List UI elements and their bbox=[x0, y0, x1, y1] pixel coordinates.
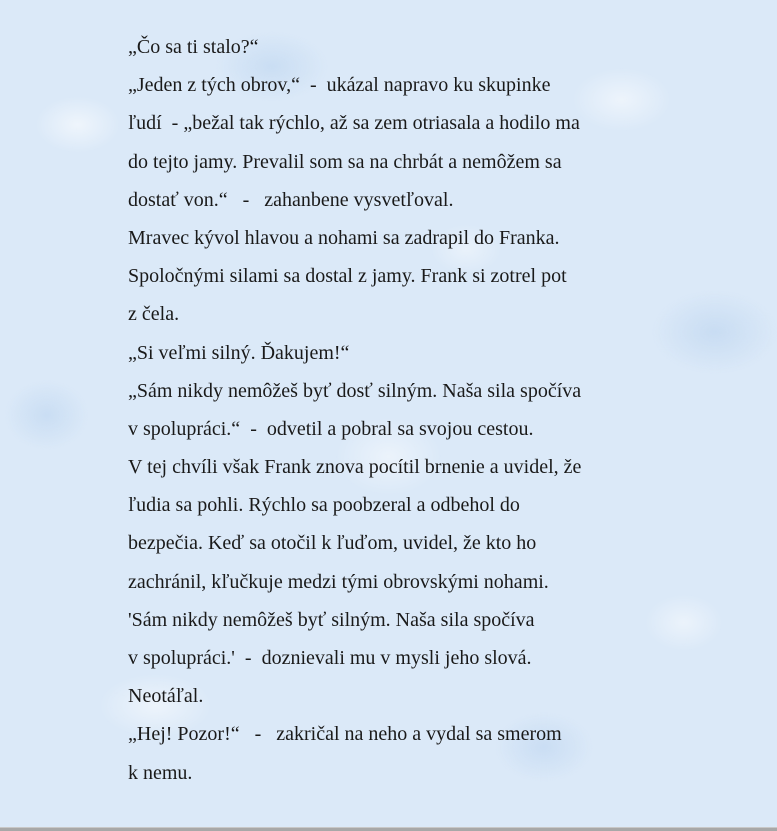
text-line: „Čo sa ti stalo?“ bbox=[128, 36, 259, 58]
text-line: Spoločnými silami sa dostal z jamy. Frank si zotrel pot bbox=[128, 265, 567, 288]
page-bottom-border bbox=[0, 827, 777, 831]
text-line: „Hej! Pozor!“ - zakričal na neho a vydal sa smerom bbox=[128, 723, 562, 746]
text-line: do tejto jamy. Prevalil som sa na chrbát a nemôžem sa bbox=[128, 150, 562, 173]
text-line: 'Sám nikdy nemôžeš byť silným. Naša sila spočíva bbox=[128, 608, 535, 631]
text-line: ľudia sa pohli. Rýchlo sa poobzeral a odbehol do bbox=[128, 494, 520, 517]
text-line: Neotáľal. bbox=[128, 685, 204, 708]
text-line: v spolupráci.“ - odvetil a pobral sa svojou cestou. bbox=[128, 417, 534, 440]
text-line: dostať von.“ - zahanbene vysvetľoval. bbox=[128, 188, 454, 211]
text-line: zachránil, kľučkuje medzi tými obrovskými nohami. bbox=[128, 570, 549, 593]
text-line: „Si veľmi silný. Ďakujem!“ bbox=[128, 341, 350, 364]
text-line: bezpečia. Keď sa otočil k ľuďom, uvidel, že kto ho bbox=[128, 532, 537, 555]
text-line: v spolupráci.' - doznievali mu v mysli jeho slová. bbox=[128, 647, 532, 669]
text-line: Mravec kývol hlavou a nohami sa zadrapil do Franka. bbox=[128, 226, 560, 249]
text-line: ľudí - „bežal tak rýchlo, až sa zem otriasala a hodilo ma bbox=[128, 112, 580, 135]
text-line: „Sám nikdy nemôžeš byť dosť silným. Naša sila spočíva bbox=[128, 379, 582, 402]
text-line: „Jeden z tých obrov,“ - ukázal napravo ku skupinke bbox=[128, 74, 551, 97]
story-text bbox=[128, 28, 688, 792]
text-line: k nemu. bbox=[128, 761, 193, 784]
text-line: V tej chvíli však Frank znova pocítil brnenie a uvidel, že bbox=[128, 456, 582, 479]
text-line: z čela. bbox=[128, 303, 180, 326]
